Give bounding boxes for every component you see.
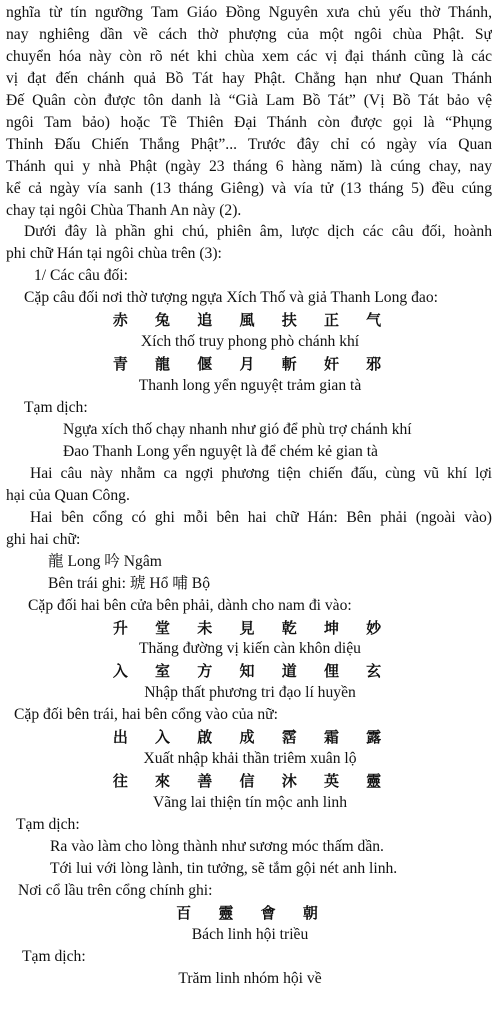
paragraph-line: Hai bên cổng có ghi mỗi bên hai chữ Hán: Bên phải (ngoài vào) xyxy=(30,509,492,526)
han-couplet-line: 赤 兔 追 風 扶 正 气 xyxy=(112,311,388,329)
caption-line: Cặp đối hai bên cửa bên phải, dành cho nam đi vào: xyxy=(28,597,352,614)
translation-line: Ngựa xích thố chạy nhanh như gió để phù trợ chánh khí xyxy=(63,421,412,438)
paragraph-line: Dưới đây là phần ghi chú, phiên âm, lược dịch các câu đối, hoành xyxy=(24,223,492,240)
paragraph-line: ghi hai chữ: xyxy=(6,531,81,548)
caption-line: Cặp đối bên trái, hai bên cổng vào của nữ: xyxy=(14,706,278,723)
paragraph-line: Thánh qui y nhà Phật (ngày 23 tháng 6 hàng năm) là cúng chay, nay xyxy=(6,158,492,175)
han-couplet-line: 往 來 善 信 沐 英 靈 xyxy=(112,772,388,790)
translation-line: Đao Thanh Long yển nguyệt là để chém kẻ gian tà xyxy=(63,443,378,460)
transliteration-line: Thăng đường vị kiến càn khôn diệu xyxy=(139,640,361,657)
paragraph-line: hại của Quan Công. xyxy=(6,487,130,504)
han-pair-line: 龍 Long 吟 Ngâm xyxy=(48,553,162,570)
han-couplet-line: 升 堂 未 見 乾 坤 妙 xyxy=(112,619,388,637)
paragraph-line: ngôi Tam bảo) hoặc Tề Thiên Đại Thánh còn được gọi là “Phụng xyxy=(6,114,492,131)
paragraph-line: chay tại ngôi Chùa Thanh An này (2). xyxy=(6,202,242,219)
translation-line: Tới lui với lòng lành, tin tưởng, sẽ tắm gội nét anh linh. xyxy=(50,860,398,877)
caption-line: Cặp câu đối nơi thờ tượng ngựa Xích Thố và giả Thanh Long đao: xyxy=(24,289,438,306)
han-couplet-line: 入 室 方 知 道 俚 玄 xyxy=(112,662,388,680)
paragraph-line: Thỉnh Đấu Chiến Thắng Phật”... Trước đây chỉ có ngày vía Quan xyxy=(6,136,492,153)
translation-heading: Tạm dịch: xyxy=(24,399,88,416)
transliteration-line: Xuất nhập khải thần triêm xuân lộ xyxy=(143,750,357,767)
han-pair-line: Bên trái ghi: 琥 Hổ 哺 Bộ xyxy=(48,575,210,592)
translation-line: Trăm linh nhóm hội về xyxy=(178,970,322,987)
han-couplet-line: 出 入 啟 成 霑 霜 露 xyxy=(112,728,388,746)
paragraph-line: kể cả ngày vía sanh (13 tháng Giêng) và vía tử (13 tháng 5) đều cúng xyxy=(6,180,492,197)
translation-heading: Tạm dịch: xyxy=(16,816,80,833)
paragraph-line: Đế Quân còn được tôn danh là “Già Lam Bồ Tát” (Vị Bồ Tát bảo vệ xyxy=(6,92,492,109)
paragraph-line: chuyển hóa này còn rõ nét khi chùa xem các vị đại thánh cũng là các xyxy=(6,48,492,65)
translation-line: Ra vào làm cho lòng thành như sương móc thấm dần. xyxy=(50,838,384,855)
caption-line: Nơi cổ lầu trên cổng chính ghi: xyxy=(18,882,213,899)
paragraph-line: nay nghiêng dần về cách thờ phượng của một ngôi chùa Phật. Sự xyxy=(6,26,492,43)
paragraph-line: phi chữ Hán tại ngôi chùa trên (3): xyxy=(6,245,222,262)
paragraph-line: vị đạt đến chánh quả Bồ Tát hay Phật. Chẳng hạn như Quan Thánh xyxy=(6,70,492,87)
section-heading: 1/ Các câu đối: xyxy=(34,267,128,284)
transliteration-line: Xích thố truy phong phò chánh khí xyxy=(140,333,360,350)
paragraph-line: Hai câu này nhằm ca ngợi phương tiện chiến đấu, cùng vũ khí lợi xyxy=(30,465,492,482)
transliteration-line: Bách linh hội triều xyxy=(191,926,309,943)
paragraph-line: nghĩa từ tín ngưỡng Tam Giáo Đồng Nguyên xưa chủ yếu thờ Thánh, xyxy=(6,4,492,21)
transliteration-line: Nhập thất phương tri đạo lí huyền xyxy=(144,684,356,701)
transliteration-line: Vãng lai thiện tín mộc anh linh xyxy=(152,794,348,811)
han-couplet-line: 青 龍 偃 月 斬 奸 邪 xyxy=(112,355,388,373)
transliteration-line: Thanh long yển nguyệt trảm gian tà xyxy=(138,377,362,394)
han-plaque-line: 百 靈 會 朝 xyxy=(176,904,324,922)
translation-heading: Tạm dịch: xyxy=(22,948,86,965)
